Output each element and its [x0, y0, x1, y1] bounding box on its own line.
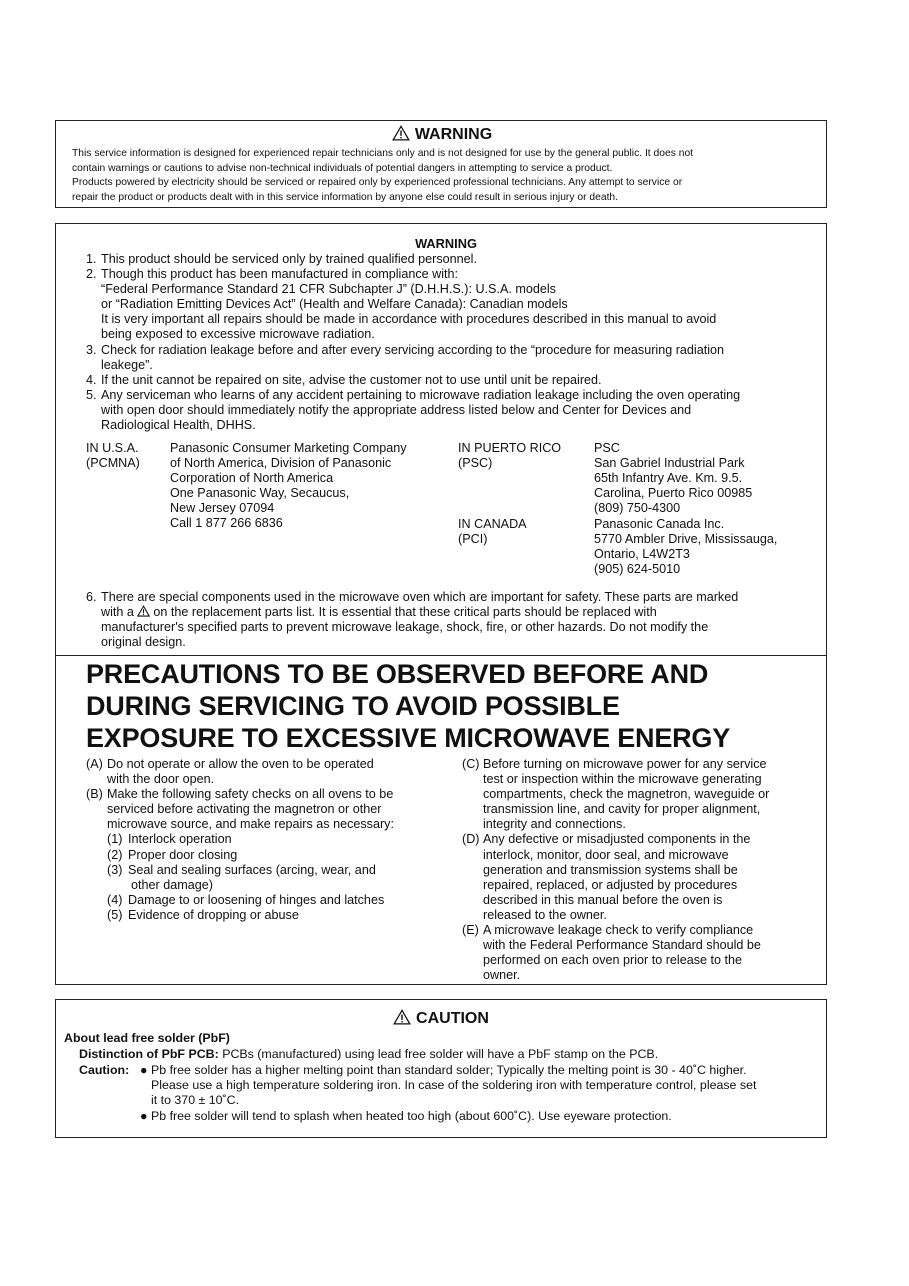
item-line: serviced before activating the magnetron or other — [107, 802, 382, 817]
warning-box-general — [55, 120, 827, 208]
item-line: original design. — [101, 635, 186, 650]
address-line: Ontario, L4W2T3 — [594, 546, 690, 561]
warning-list — [86, 252, 806, 433]
item-line: with the Federal Performance Standard should be — [483, 938, 761, 953]
item-line: Proper door closing — [128, 847, 238, 862]
item-line: This product should be serviced only by trained qualified personnel. — [101, 252, 477, 266]
item-number: 1. — [86, 252, 97, 266]
safety-check-list — [86, 832, 466, 923]
address-label-line: IN U.S.A. — [86, 441, 139, 455]
address-line: Call 1 877 266 6836 — [170, 516, 283, 531]
item-number: 3. — [86, 342, 97, 357]
address-label-line: IN CANADA — [458, 516, 527, 531]
item-line: manufacturer's specified parts to prevent microwave leakage, shock, fire, or other hazards. Do not modify the — [101, 620, 709, 635]
caution-label: Caution: — [79, 1063, 130, 1077]
item-line: Before turning on microwave power for any service — [483, 757, 767, 771]
item-line: Do not operate or allow the oven to be operated — [107, 757, 374, 771]
address-label-line: (PSC) — [458, 456, 493, 471]
warning-line: repair the product or products dealt with in this service information by anyone else could result in serious injury or death. — [72, 191, 619, 203]
item-label: (5) — [107, 907, 123, 922]
caution-bullets — [140, 1063, 810, 1124]
item-number: 2. — [86, 267, 97, 282]
item-text: with a — [101, 605, 134, 620]
list-item — [107, 832, 466, 847]
item-label: (4) — [107, 892, 123, 907]
usa-address — [170, 441, 407, 532]
item-line: Evidence of dropping or abuse — [128, 907, 299, 922]
address-label-line: IN PUERTO RICO — [458, 441, 562, 455]
item-line: with open door should immediately notify the appropriate address listed below and Center for Devices and — [101, 402, 692, 417]
item-line: other damage) — [131, 877, 213, 892]
list-item — [86, 343, 806, 373]
address-line: New Jersey 07094 — [170, 501, 275, 516]
item-line: interlock, monitor, door seal, and microwave — [483, 847, 729, 862]
warning-triangle-icon — [137, 605, 150, 617]
item-line: transmission line, and cavity for proper alignment, — [483, 802, 761, 817]
item-line: integrity and connections. — [483, 817, 626, 832]
item-line: Any defective or misadjusted components in the — [483, 832, 751, 847]
item-line — [101, 605, 806, 620]
about-heading: About lead free solder (PbF) — [64, 1031, 230, 1045]
warning-list-title: WARNING — [415, 236, 477, 251]
warning-title-text: WARNING — [414, 126, 493, 143]
bullet-icon: ● — [140, 1063, 148, 1077]
warning-list-section — [86, 236, 806, 433]
warning-line: This service information is designed for experienced repair technicians only and is not designed for use by the general public. It does not — [72, 148, 694, 159]
item-label: (C) — [462, 757, 480, 771]
item-line: microwave source, and make repairs as necessary: — [107, 817, 394, 832]
address-line: of North America, Division of Panasonic — [170, 456, 392, 471]
list-item — [140, 1063, 810, 1109]
item-line: Make the following safety checks on all ovens to be — [107, 787, 394, 802]
item-line: Check for radiation leakage before and after every servicing according to the “procedure for measuring radiation — [101, 342, 725, 357]
item-line: with the door open. — [107, 772, 215, 787]
list-item — [107, 848, 466, 863]
address-label-line: (PCI) — [458, 531, 488, 546]
list-item — [107, 908, 466, 923]
precaution-item-c — [462, 757, 822, 832]
precautions-right-column — [462, 757, 822, 983]
list-item — [107, 893, 466, 908]
item-line: It is very important all repairs should be made in accordance with procedures described in this manual to avoid — [101, 312, 717, 327]
ca-address — [594, 517, 777, 577]
item-number: 4. — [86, 372, 97, 387]
list-item — [86, 388, 806, 433]
warning-box-microwave — [55, 223, 827, 985]
caution-title — [56, 1009, 826, 1028]
list-item — [86, 252, 806, 267]
caution-box — [55, 999, 827, 1138]
warning-paragraph — [72, 147, 812, 205]
precaution-item-e — [462, 923, 822, 983]
item-line: compartments, check the magnetron, waveguide or — [483, 787, 770, 802]
item-text: on the replacement parts list. It is essential that these critical parts should be replaced with — [153, 605, 657, 620]
item-label: (3) — [107, 862, 123, 877]
list-item — [140, 1109, 810, 1124]
item-number: 5. — [86, 387, 97, 402]
address-line: Panasonic Consumer Marketing Company — [170, 441, 407, 455]
item-number: 6. — [86, 590, 97, 604]
address-line: One Panasonic Way, Secaucus, — [170, 486, 350, 501]
item-line: Any serviceman who learns of any accident pertaining to microwave radiation leakage including the oven operating — [101, 387, 741, 402]
item-line: Though this product has been manufactured in compliance with: — [101, 267, 459, 282]
item-line: owner. — [483, 968, 521, 983]
item-line: “Federal Performance Standard 21 CFR Subchapter J” (D.H.H.S.): U.S.A. models — [101, 282, 556, 297]
list-item — [107, 863, 466, 893]
list-item-6 — [86, 590, 806, 650]
title-line: PRECAUTIONS TO BE OBSERVED BEFORE AND — [86, 659, 709, 689]
precaution-item-b — [86, 787, 466, 832]
title-line: EXPOSURE TO EXCESSIVE MICROWAVE ENERGY — [86, 723, 731, 753]
item-line: Damage to or loosening of hinges and latches — [128, 892, 385, 907]
precaution-item-d — [462, 832, 822, 923]
precaution-item-a — [86, 757, 466, 787]
warning-line: Products powered by electricity should be serviced or repaired only by experienced professional technicians. Any attempt to service or — [72, 177, 683, 188]
item-line: performed on each oven prior to release to the — [483, 953, 743, 968]
address-line: San Gabriel Industrial Park — [594, 456, 745, 471]
warning-title — [72, 125, 812, 144]
item-line: or “Radiation Emitting Devices Act” (Health and Welfare Canada): Canadian models — [101, 297, 568, 312]
item-line: Please use a high temperature soldering iron. In case of the soldering iron with temperature control, please set — [151, 1078, 757, 1093]
precautions-title — [86, 658, 806, 754]
address-line: (809) 750-4300 — [594, 501, 681, 516]
distinction-label: Distinction of PbF PCB: — [79, 1047, 219, 1061]
item-label: (A) — [86, 757, 103, 771]
warning-triangle-icon — [393, 1009, 411, 1025]
item-line: Seal and sealing surfaces (arcing, wear, and — [128, 862, 376, 877]
list-item — [86, 373, 806, 388]
usa-label — [86, 441, 140, 471]
precautions-left-column — [86, 757, 466, 923]
address-line: Panasonic Canada Inc. — [594, 516, 725, 531]
list-item — [86, 267, 806, 342]
title-line: DURING SERVICING TO AVOID POSSIBLE — [86, 691, 620, 721]
address-line: (905) 624-5010 — [594, 561, 681, 576]
item-label: (D) — [462, 832, 480, 847]
address-line: 5770 Ambler Drive, Mississauga, — [594, 531, 778, 546]
item-line: being exposed to excessive microwave radiation. — [101, 327, 375, 342]
address-line: Carolina, Puerto Rico 00985 — [594, 486, 753, 501]
item-label: (2) — [107, 847, 123, 862]
address-line: PSC — [594, 441, 620, 455]
service-addresses — [86, 441, 816, 581]
item-line: generation and transmission systems shall be — [483, 862, 738, 877]
item-line: leakege”. — [101, 357, 153, 372]
item-line: Pb free solder has a higher melting point than standard solder; Typically the melting point is 30 - 40˚C higher. — [151, 1063, 747, 1077]
item-label: (E) — [462, 923, 479, 938]
warning-triangle-icon — [392, 125, 410, 141]
item-line: repaired, replaced, or adjusted by procedures — [483, 877, 738, 892]
pr-address — [594, 441, 752, 516]
pr-label — [458, 441, 561, 471]
address-line: Corporation of North America — [170, 471, 334, 486]
bullet-icon: ● — [140, 1108, 148, 1123]
item-label: (1) — [107, 832, 123, 847]
ca-label — [458, 517, 527, 547]
item-line: it to 370 ± 10˚C. — [151, 1093, 240, 1108]
item-body — [86, 590, 806, 650]
section-divider — [56, 655, 826, 656]
distinction-text: PCBs (manufactured) using lead free solder will have a PbF stamp on the PCB. — [222, 1047, 659, 1061]
caution-title-text: CAUTION — [416, 1010, 489, 1027]
item-label: (B) — [86, 787, 103, 802]
address-label-line: (PCMNA) — [86, 456, 140, 471]
item-line: Interlock operation — [128, 832, 232, 847]
item-line: released to the owner. — [483, 907, 607, 922]
item-line: A microwave leakage check to verify compliance — [483, 923, 754, 938]
item-line: described in this manual before the oven is — [483, 892, 723, 907]
item-line: There are special components used in the microwave oven which are important for safety. These parts are marked — [101, 590, 739, 604]
item-line: Radiological Health, DHHS. — [101, 418, 256, 433]
warning-line: contain warnings or cautions to advise non-technical individuals of potential dangers in attempting to service a product. — [72, 162, 613, 174]
item-line: If the unit cannot be repaired on site, advise the customer not to use until unit be repaired. — [101, 372, 602, 387]
distinction-line — [79, 1047, 658, 1062]
item-line: test or inspection within the microwave generating — [483, 772, 762, 787]
item-line: Pb free solder will tend to splash when heated too high (about 600˚C). Use eyeware protection. — [151, 1108, 672, 1123]
address-line: 65th Infantry Ave. Km. 9.5. — [594, 471, 743, 486]
